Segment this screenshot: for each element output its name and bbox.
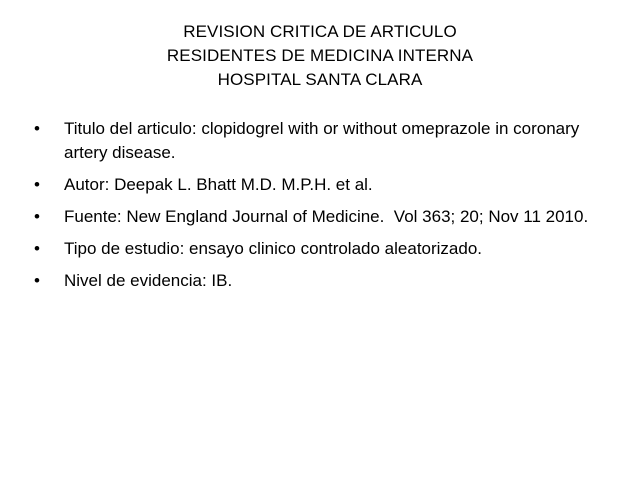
bullet-text: Fuente: New England Journal of Medicine. Vol 363; 20; Nov 11 2010. [64, 207, 589, 226]
bullet-item-study-type [34, 237, 614, 261]
bullet-item-title [34, 117, 614, 165]
title-line-2: RESIDENTES DE MEDICINA INTERNA [166, 46, 474, 65]
bullet-text: Tipo de estudio: ensayo clinico controlado aleatorizado. [64, 239, 483, 258]
bullet-text: Nivel de evidencia: IB. [64, 271, 233, 290]
bullet-item-author [34, 173, 614, 197]
bullet-icon: • [34, 271, 40, 290]
bullet-item-source [34, 205, 614, 229]
title-line-3: HOSPITAL SANTA CLARA [217, 70, 423, 89]
bullet-icon: • [34, 239, 40, 258]
bullet-list [34, 117, 614, 301]
bullet-item-evidence-level [34, 269, 614, 293]
title-line-1: REVISION CRITICA DE ARTICULO [183, 22, 457, 41]
bullet-icon: • [34, 207, 40, 226]
bullet-text: Titulo del articulo: clopidogrel with or without omeprazole in coronary artery disease. [64, 119, 580, 162]
bullet-icon: • [34, 119, 40, 138]
bullet-icon: • [34, 175, 40, 194]
bullet-text: Autor: Deepak L. Bhatt M.D. M.P.H. et al. [64, 175, 373, 194]
slide-title [0, 20, 640, 92]
